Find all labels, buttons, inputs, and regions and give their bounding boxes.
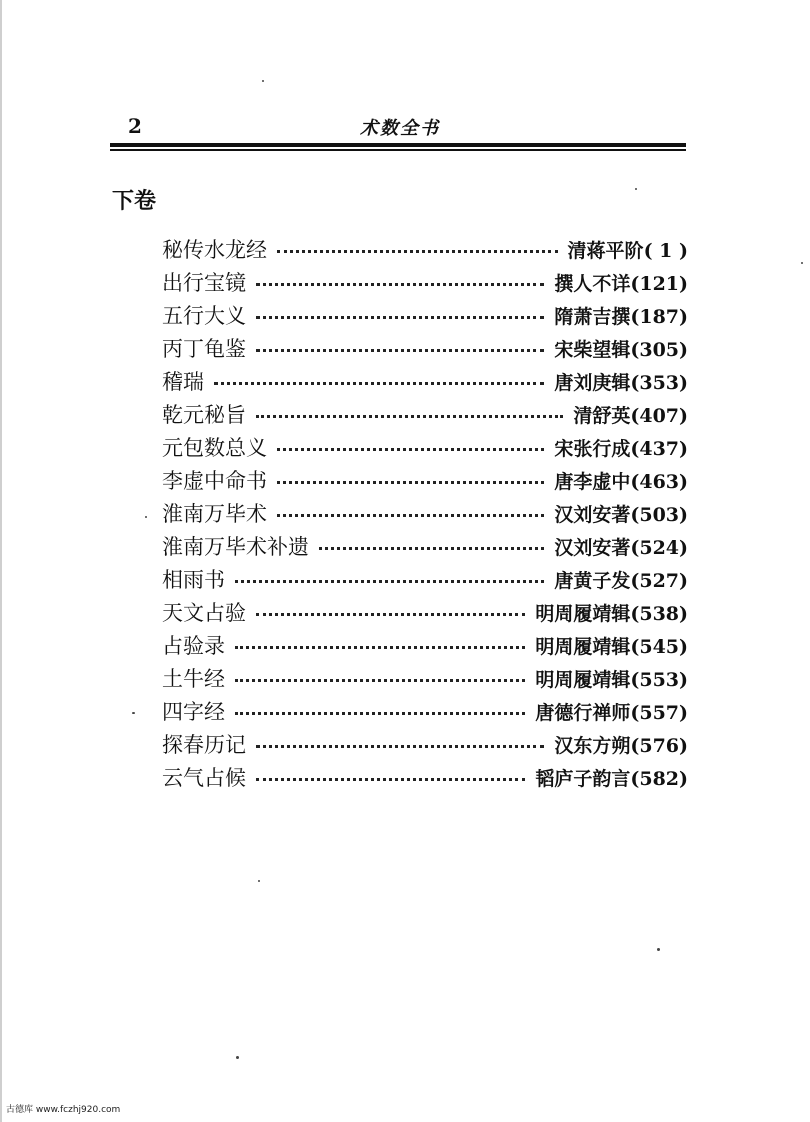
scan-speck [236, 1056, 239, 1059]
toc-row [162, 366, 688, 399]
toc-row [162, 465, 688, 498]
toc-row [162, 300, 688, 333]
toc-leader-dots [214, 376, 544, 385]
toc-entry-author: 汉刘安著 [554, 537, 631, 559]
scan-speck [262, 80, 264, 82]
toc-entry-title: 淮南万毕术 [162, 502, 267, 526]
toc-entry-title: 乾元秘旨 [162, 403, 246, 427]
toc-entry-author: 汉刘安著 [554, 504, 631, 526]
toc-entry-page: (538) [630, 603, 688, 625]
toc-entry-author: 汉东方朔 [554, 735, 631, 757]
toc-entry-author: 宋张行成 [554, 438, 631, 460]
toc-entry-title: 出行宝镜 [162, 271, 246, 295]
toc-leader-dots [319, 541, 544, 550]
toc-entry-page: (576) [630, 735, 688, 757]
toc-row [162, 597, 688, 630]
toc-entry-title: 秘传水龙经 [162, 238, 267, 262]
toc-entry-author: 明周履靖辑 [535, 603, 631, 625]
toc-entry-page: (305) [630, 339, 688, 361]
toc-entry-page: (463) [630, 471, 688, 493]
header-rule-thick [110, 143, 686, 147]
toc-entry-page: (121) [630, 273, 688, 295]
toc-entry-author: 明周履靖辑 [535, 669, 631, 691]
toc-entry-title: 探春历记 [162, 733, 246, 757]
toc-row [162, 564, 688, 597]
toc-entry-page: ( 1 ) [643, 240, 688, 262]
toc-entry-author: 唐李虚中 [554, 471, 631, 493]
toc-entry-author: 明周履靖辑 [535, 636, 631, 658]
toc-entry-page: (503) [630, 504, 688, 526]
toc-entry-title: 丙丁龟鉴 [162, 337, 246, 361]
toc-entry-page: (353) [630, 372, 688, 394]
scan-speck [801, 262, 803, 264]
toc-entry-author: 清舒英 [573, 405, 631, 427]
toc-leader-dots [256, 772, 525, 781]
toc-entry-title: 占验录 [162, 634, 225, 658]
toc-entry-page: (553) [630, 669, 688, 691]
toc-leader-dots [256, 277, 544, 286]
toc-entry-title: 云气占候 [162, 766, 246, 790]
toc-entry-title: 淮南万毕术补遗 [162, 535, 309, 559]
watermark: 古德库 www.fczhj920.com [6, 1105, 121, 1115]
toc-leader-dots [235, 706, 525, 715]
toc-entry-author: 清蒋平阶 [567, 240, 644, 262]
toc-row [162, 234, 688, 267]
toc-leader-dots [256, 607, 525, 616]
toc-entry-title: 土牛经 [162, 667, 225, 691]
toc-entry-title: 元包数总义 [162, 436, 267, 460]
toc-row [162, 696, 688, 729]
toc-row [162, 762, 688, 795]
toc-row [162, 663, 688, 696]
toc-row [162, 498, 688, 531]
toc-entry-page: (407) [630, 405, 688, 427]
book-title: 术数全书 [360, 118, 440, 139]
toc-entry-title: 天文占验 [162, 601, 246, 625]
toc-leader-dots [256, 739, 544, 748]
page-number: 2 [128, 114, 142, 138]
toc-row [162, 333, 688, 366]
toc-entry-title: 稽瑞 [162, 370, 204, 394]
toc-entry-title: 四字经 [162, 700, 225, 724]
header-rule-thin [110, 149, 686, 151]
toc-entry-title: 李虚中命书 [162, 469, 267, 493]
toc-leader-dots [235, 673, 525, 682]
toc-entry-author: 宋柴望辑 [554, 339, 631, 361]
toc-row [162, 432, 688, 465]
toc-entry-author: 唐刘庚辑 [554, 372, 631, 394]
toc-entry-page: (582) [630, 768, 688, 790]
toc-entry-author: 隋萧吉撰 [554, 306, 631, 328]
scan-speck [657, 948, 660, 951]
page-left-edge [0, 0, 2, 1122]
scan-speck [258, 880, 260, 882]
toc-entry-author: 唐黄子发 [554, 570, 631, 592]
toc-leader-dots [277, 475, 544, 484]
scan-speck [132, 712, 135, 714]
toc-leader-dots [256, 409, 563, 418]
running-header [110, 112, 686, 144]
toc-leader-dots [277, 442, 544, 451]
toc-entry-author: 撰人不详 [554, 273, 631, 295]
toc-entry-page: (557) [630, 702, 688, 724]
toc-row [162, 267, 688, 300]
toc-entry-page: (437) [630, 438, 688, 460]
toc-entry-page: (187) [630, 306, 688, 328]
scan-speck [635, 188, 637, 190]
toc-leader-dots [277, 508, 544, 517]
toc-entry-page: (545) [630, 636, 688, 658]
toc-row [162, 399, 688, 432]
toc-row [162, 729, 688, 762]
toc-leader-dots [256, 343, 544, 352]
toc-entry-author: 唐德行禅师 [535, 702, 631, 724]
toc-entry-page: (524) [630, 537, 688, 559]
toc-row [162, 630, 688, 663]
table-of-contents [162, 234, 688, 795]
toc-entry-title: 五行大义 [162, 304, 246, 328]
toc-leader-dots [277, 244, 558, 253]
toc-entry-title: 相雨书 [162, 568, 225, 592]
toc-entry-page: (527) [630, 570, 688, 592]
toc-leader-dots [235, 574, 544, 583]
toc-leader-dots [256, 310, 544, 319]
toc-row [162, 531, 688, 564]
scan-speck [145, 516, 147, 518]
toc-entry-author: 韬庐子韵言 [535, 768, 631, 790]
toc-leader-dots [235, 640, 525, 649]
section-title: 下卷 [112, 189, 157, 214]
